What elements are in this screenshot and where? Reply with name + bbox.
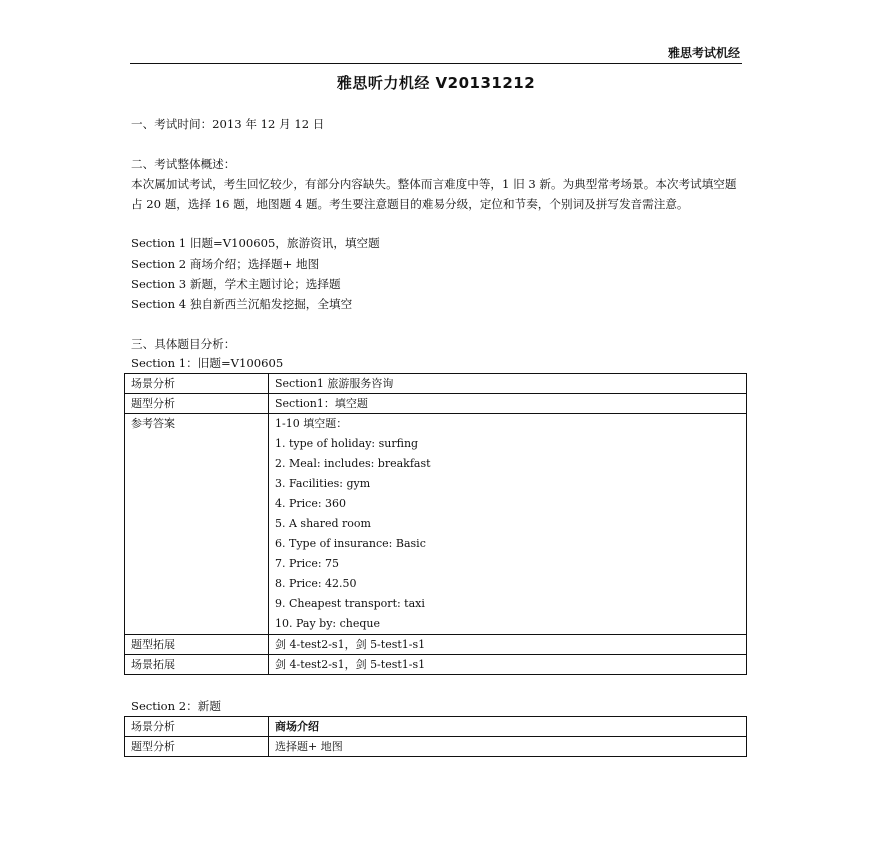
answer-line: 2. Meal: includes: breakfast [275,457,431,470]
section-summary-line: Section 3 新题，学术主题讨论；选择题 [131,277,341,291]
exam-time-line: 一、考试时间：2013 年 12 月 12 日 [131,117,325,131]
row-label: 场景分析 [125,374,269,394]
table-row [125,374,747,394]
table-row [125,414,747,635]
document-title: 雅思听力机经 V20131212 [336,74,536,92]
answer-line: 4. Price: 360 [275,497,347,510]
row-label: 题型分析 [125,737,269,757]
row-value: 选择题+ 地图 [269,737,747,757]
row-label: 场景拓展 [125,655,269,675]
section2-caption: Section 2：新题 [131,699,221,713]
section-summary-line: Section 1 旧题=V100605，旅游资讯，填空题 [131,236,380,250]
table-row [125,737,747,757]
answer-line: 6. Type of insurance: Basic [275,537,426,550]
table-row [125,635,747,655]
table-row [125,717,747,737]
answer-line: 9. Cheapest transport: taxi [275,597,425,610]
overview-paragraph: 本次属加试考试，考生回忆较少，有部分内容缺失。整体而言难度中等，1 旧 3 新。为典型常考场景。本次考试填空题占 20 题，选择 16 题，地图题 4 题。考生要注意题目的难易分级，定位和节奏，个别词及拼写发音需注意。 [131,177,737,211]
answer-line: 8. Price: 42.50 [275,577,357,590]
page-header: 雅思考试机经 [667,46,740,60]
analysis-heading: 三、具体题目分析： [131,337,236,351]
section2-table [124,716,747,757]
row-value: Section1：填空题 [269,394,747,414]
section-summary-line: Section 4 独自新西兰沉船发挖掘，全填空 [131,297,353,311]
row-label: 题型拓展 [125,635,269,655]
section1-table [124,373,747,675]
answers-label: 参考答案 [125,414,269,635]
row-value: 剑 4-test2-s1，剑 5-test1-s1 [269,655,747,675]
overview-heading: 二、考试整体概述： [131,157,236,171]
row-value: 剑 4-test2-s1，剑 5-test1-s1 [269,635,747,655]
table-row [125,394,747,414]
answer-line: 7. Price: 75 [275,557,340,570]
table-row [125,655,747,675]
section1-caption: Section 1：旧题=V100605 [131,356,284,370]
answer-line: 3. Facilities: gym [275,477,371,490]
section-summary-line: Section 2 商场介绍；选择题+ 地图 [131,257,320,271]
answers-cell [269,414,747,635]
row-value: 商场介绍 [269,717,747,737]
row-label: 场景分析 [125,717,269,737]
answer-line: 1-10 填空题： [275,417,348,430]
row-value: Section1 旅游服务咨询 [269,374,747,394]
row-label: 题型分析 [125,394,269,414]
answer-line: 10. Pay by: cheque [275,617,381,630]
answer-line: 5. A shared room [275,517,371,530]
answer-line: 1. type of holiday: surfing [275,437,419,450]
header-divider [130,63,742,64]
